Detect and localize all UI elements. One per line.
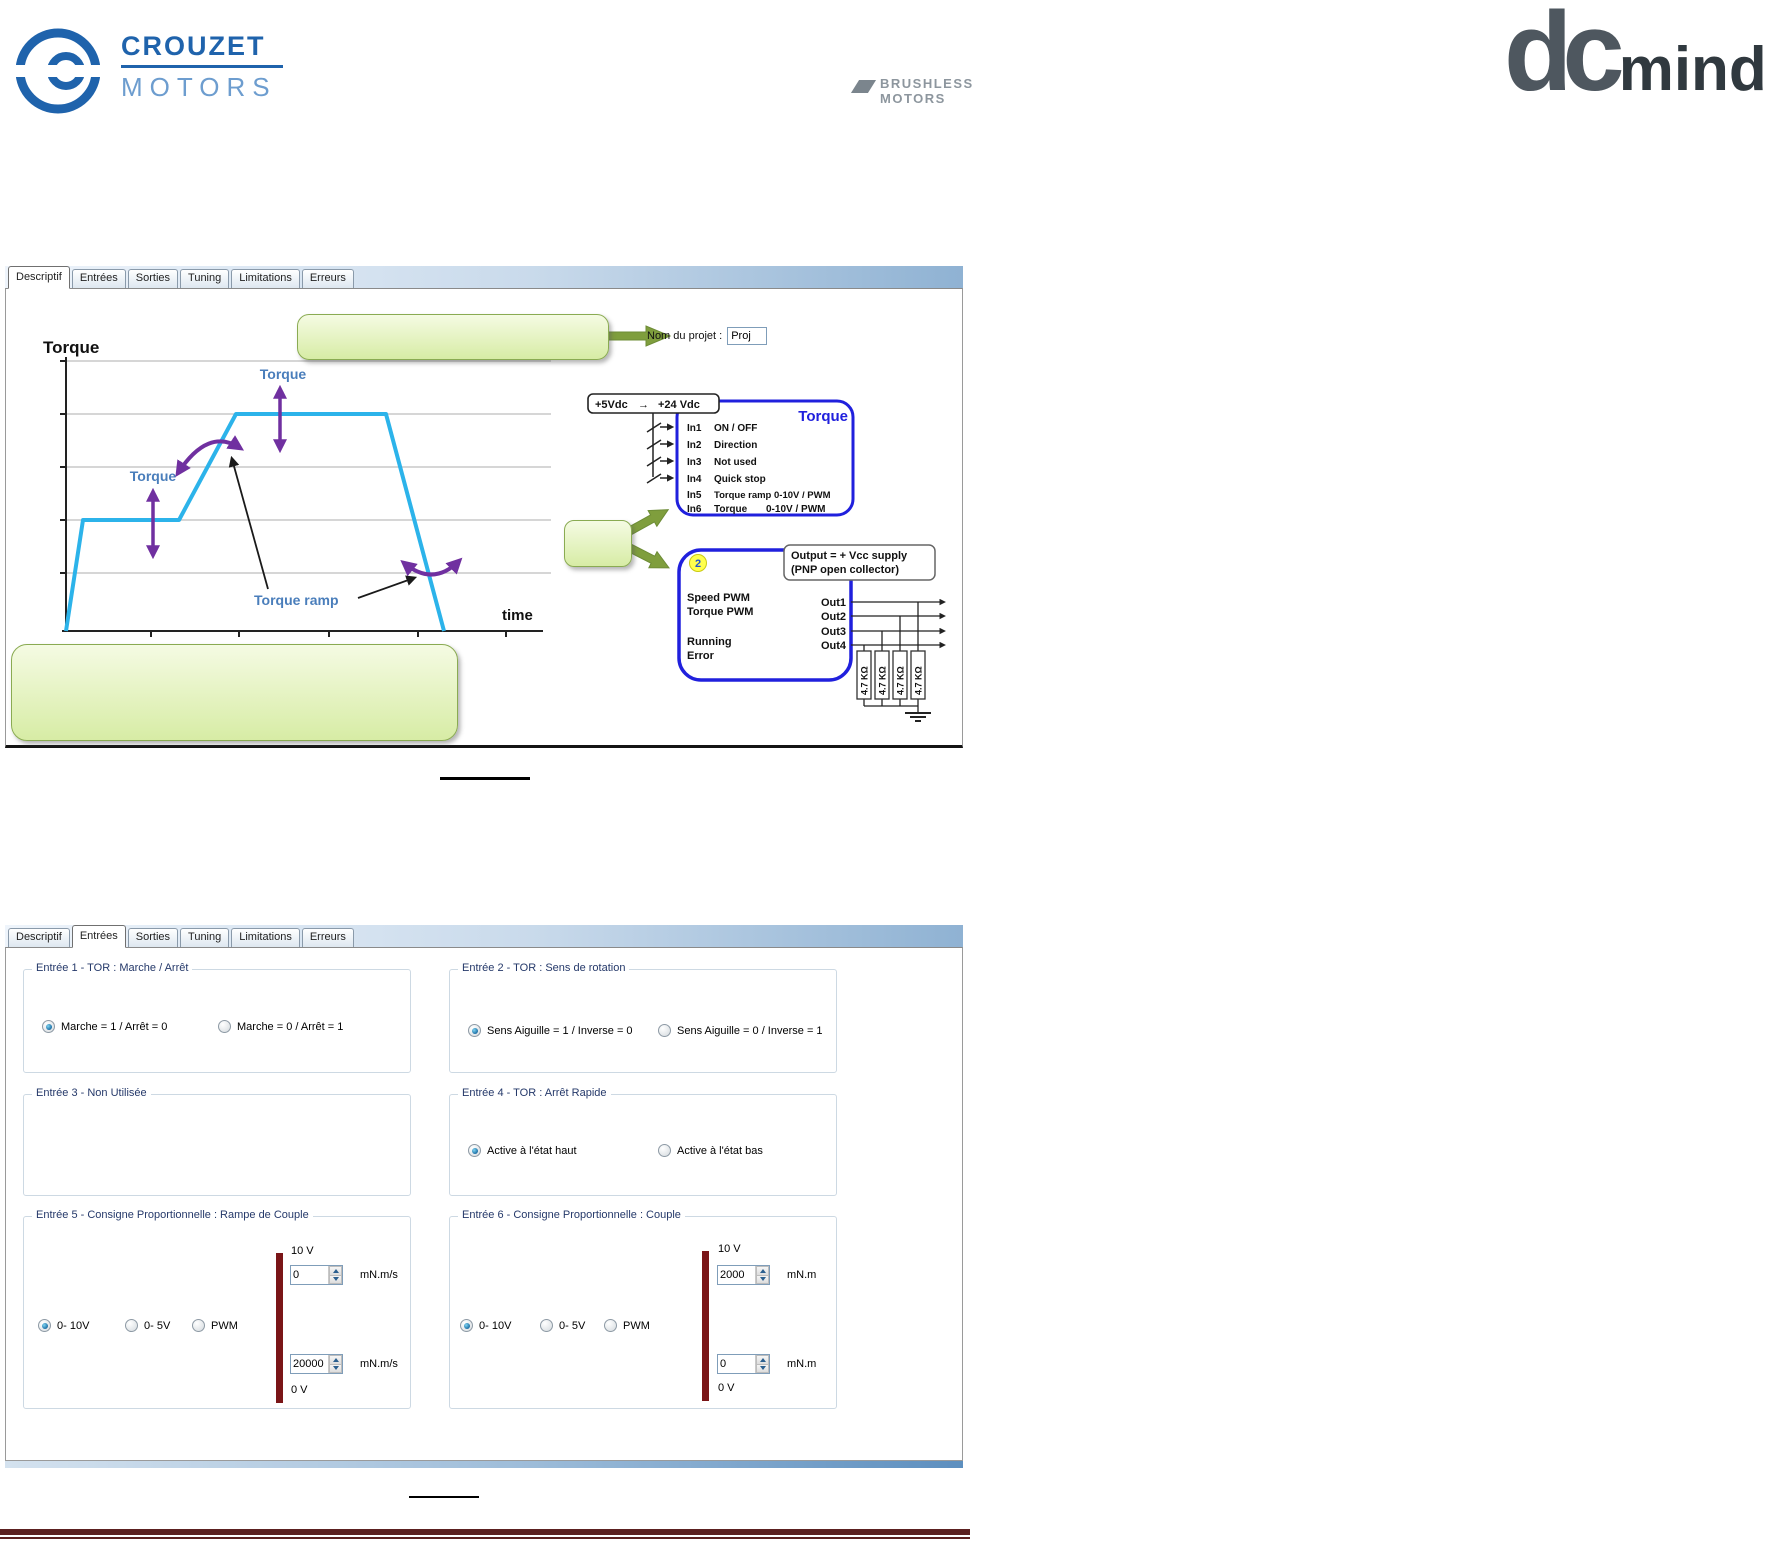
- tab-entrees[interactable]: Entrées: [72, 269, 126, 288]
- link-underline-1: [440, 777, 530, 780]
- tab-erreurs[interactable]: Erreurs: [302, 269, 354, 288]
- radio-sens1[interactable]: [468, 1024, 481, 1037]
- radio-etat-haut-label: Active à l'état haut: [487, 1144, 577, 1157]
- group-entree-2: [449, 962, 837, 1073]
- pin-out3: Out3: [820, 626, 846, 638]
- scale-bottom-label: 0 V: [718, 1382, 735, 1394]
- output-note-box: [784, 545, 935, 580]
- tab-entrees[interactable]: Entrées: [72, 925, 126, 948]
- ramp-min-unit: mN.m/s: [360, 1358, 398, 1370]
- group-entree-5: [23, 1209, 411, 1409]
- radio-e6-0-10v[interactable]: [460, 1319, 473, 1332]
- radio-e6-0-5v-label: 0- 5V: [559, 1319, 586, 1332]
- radio-etat-haut[interactable]: [468, 1144, 481, 1157]
- scale-bar: [276, 1253, 283, 1403]
- scale-bar: [702, 1251, 709, 1401]
- radio-e5-0-10v-label: 0- 10V: [57, 1319, 90, 1332]
- ramp-max-unit: mN.m/s: [360, 1269, 398, 1281]
- crouzet-logo: [12, 25, 283, 117]
- step-badge-number: 2: [694, 558, 702, 570]
- spinner-down-icon[interactable]: [756, 1364, 769, 1374]
- output-note-line2: (PNP open collector): [791, 564, 899, 576]
- scale-bottom-label: 0 V: [291, 1384, 308, 1396]
- group-entree-1-title: Entrée 1 - TOR : Marche / Arrêt: [32, 962, 192, 974]
- torque-annotations: [130, 366, 459, 608]
- label-running: Running: [687, 636, 732, 648]
- spinner-down-icon[interactable]: [329, 1275, 342, 1285]
- scale-top-label: 10 V: [718, 1243, 741, 1255]
- couple-min-input[interactable]: [718, 1355, 755, 1373]
- spinner-up-icon[interactable]: [756, 1266, 769, 1275]
- crouzet-title: CROUZET: [121, 31, 266, 61]
- radio-etat-bas-label: Active à l'état bas: [677, 1144, 763, 1157]
- group-entree-4: [449, 1087, 837, 1196]
- supply-5vdc: +5Vdc: [595, 399, 628, 411]
- radio-sens1-label: Sens Aiguille = 1 / Inverse = 0: [487, 1024, 633, 1037]
- entrees-panel: [5, 947, 963, 1461]
- footer-rule-thick: [0, 1529, 970, 1535]
- radio-e5-pwm-label: PWM: [211, 1319, 238, 1332]
- radio-marche1[interactable]: [42, 1020, 55, 1033]
- radio-e5-0-10v[interactable]: [38, 1319, 51, 1332]
- dcmind-tag-motors: MOTORS: [880, 91, 946, 106]
- pin-in5-desc: Torque ramp 0-10V / PWM: [714, 490, 831, 501]
- wiring-box-title: Torque: [798, 408, 848, 425]
- radio-e5-0-5v-label: 0- 5V: [144, 1319, 171, 1332]
- crouzet-rule: [121, 65, 283, 68]
- dcmind-slash-icon: [851, 80, 876, 93]
- pullup-resistors: [857, 651, 925, 699]
- radio-sens0[interactable]: [658, 1024, 671, 1037]
- pin-in2: In2: [687, 440, 702, 451]
- spinner-up-icon[interactable]: [329, 1266, 342, 1275]
- supply-24vdc: +24 Vdc: [658, 399, 700, 411]
- scale-top-label: 10 V: [291, 1245, 314, 1257]
- tab-limitations[interactable]: Limitations: [231, 269, 300, 288]
- group-entree-3-title: Entrée 3 - Non Utilisée: [32, 1087, 151, 1099]
- pin-in3: In3: [687, 457, 702, 468]
- pin-in6-desc: Torque: [714, 504, 748, 515]
- ramp-max-input[interactable]: [291, 1266, 328, 1284]
- radio-e6-pwm[interactable]: [604, 1319, 617, 1332]
- pin-out4: Out4: [820, 640, 846, 652]
- radio-etat-bas[interactable]: [658, 1144, 671, 1157]
- spinner-up-icon[interactable]: [756, 1355, 769, 1364]
- tab-bar: [5, 266, 963, 288]
- resistor-label-3: 4.7 KΩ: [895, 666, 906, 695]
- radio-e5-0-5v[interactable]: [125, 1319, 138, 1332]
- tab-erreurs[interactable]: Erreurs: [302, 928, 354, 947]
- spinner-up-icon[interactable]: [329, 1355, 342, 1364]
- ramp-min-input[interactable]: [291, 1355, 328, 1373]
- pin-in4: In4: [687, 474, 702, 485]
- tab-bar: [5, 925, 963, 947]
- pin-in6: In6: [687, 504, 702, 515]
- group-entree-6-title: Entrée 6 - Consigne Proportionnelle : Couple: [458, 1209, 685, 1221]
- dcmind-dc: dc: [1504, 0, 1615, 114]
- radio-sens0-label: Sens Aiguille = 0 / Inverse = 1: [677, 1024, 823, 1037]
- screenshot-entrees: [5, 925, 963, 1468]
- descriptif-panel: [5, 288, 963, 748]
- group-entree-1: [23, 962, 411, 1073]
- pin-in1-desc: ON / OFF: [714, 423, 758, 434]
- resistor-label-1: 4.7 KΩ: [859, 666, 870, 695]
- dcmind-logo: [752, 0, 1767, 125]
- pin-in2-desc: Direction: [714, 440, 758, 451]
- group-entree-6: [449, 1209, 837, 1409]
- pin-out1: Out1: [820, 597, 846, 609]
- spinner-down-icon[interactable]: [756, 1275, 769, 1285]
- link-underline-2: [409, 1496, 479, 1498]
- group-entree-5-title: Entrée 5 - Consigne Proportionnelle : Rampe de Couple: [32, 1209, 313, 1221]
- radio-marche1-label: Marche = 1 / Arrêt = 0: [61, 1020, 168, 1033]
- pin-in6-desc2: 0-10V / PWM: [766, 504, 826, 515]
- tab-descriptif[interactable]: Descriptif: [8, 928, 70, 947]
- project-name-input[interactable]: [727, 327, 767, 345]
- pin-in3-desc: Not used: [714, 457, 757, 468]
- radio-marche0-label: Marche = 0 / Arrêt = 1: [237, 1020, 344, 1033]
- couple-min-unit: mN.m: [787, 1358, 817, 1370]
- radio-e5-pwm[interactable]: [192, 1319, 205, 1332]
- tab-limitations[interactable]: Limitations: [231, 928, 300, 947]
- radio-marche0[interactable]: [218, 1020, 231, 1033]
- spinner-down-icon[interactable]: [329, 1364, 342, 1374]
- dcmind-mind: mind: [1618, 35, 1767, 104]
- screenshot-descriptif: [5, 266, 963, 748]
- group-entree-4-title: Entrée 4 - TOR : Arrêt Rapide: [458, 1087, 611, 1099]
- label-speed-pwm: Speed PWM: [687, 592, 750, 604]
- supply-arrow-icon: →: [638, 399, 649, 411]
- project-name-label: Nom du projet :: [647, 330, 723, 342]
- tab-tuning[interactable]: Tuning: [180, 269, 229, 288]
- label-torque-pwm: Torque PWM: [687, 606, 754, 618]
- label-error: Error: [687, 650, 714, 662]
- radio-e6-0-5v[interactable]: [540, 1319, 553, 1332]
- panel-bottom-strip: [5, 1461, 963, 1468]
- couple-max-unit: mN.m: [787, 1269, 817, 1281]
- resistor-label-2: 4.7 KΩ: [877, 666, 888, 695]
- pin-in5: In5: [687, 490, 702, 501]
- resistor-label-4: 4.7 KΩ: [913, 666, 924, 695]
- pin-in1: In1: [687, 423, 702, 434]
- tab-descriptif[interactable]: Descriptif: [8, 266, 70, 289]
- dcmind-tag-brushless: BRUSHLESS: [880, 76, 974, 91]
- torque-ramp-label: Torque ramp: [254, 592, 339, 608]
- radio-e6-pwm-label: PWM: [623, 1319, 650, 1332]
- group-entree-3: [23, 1087, 411, 1196]
- crouzet-logo-icon: [12, 25, 107, 117]
- couple-max-input[interactable]: [718, 1266, 755, 1284]
- callout-project: [297, 314, 609, 360]
- tab-sorties[interactable]: Sorties: [128, 928, 178, 947]
- tab-tuning[interactable]: Tuning: [180, 928, 229, 947]
- callout-description: [11, 644, 458, 741]
- chart-y-title: Torque: [43, 338, 100, 357]
- torque-label-top: Torque: [259, 366, 307, 382]
- crouzet-subtitle: MOTORS: [121, 72, 277, 102]
- wiring-input-box: [677, 401, 853, 515]
- pin-in4-desc: Quick stop: [714, 474, 766, 485]
- supply-box: [588, 394, 719, 413]
- torque-label-mid: Torque: [129, 468, 177, 484]
- chart-x-title: time: [502, 607, 533, 624]
- output-note-line1: Output = + Vcc supply: [791, 550, 908, 562]
- group-entree-2-title: Entrée 2 - TOR : Sens de rotation: [458, 962, 629, 974]
- footer-rule-thin: [0, 1537, 970, 1539]
- tab-sorties[interactable]: Sorties: [128, 269, 178, 288]
- pin-out2: Out2: [820, 611, 846, 623]
- callout-wiring: [564, 520, 632, 567]
- switch-symbols: [647, 413, 672, 483]
- radio-e6-0-10v-label: 0- 10V: [479, 1319, 512, 1332]
